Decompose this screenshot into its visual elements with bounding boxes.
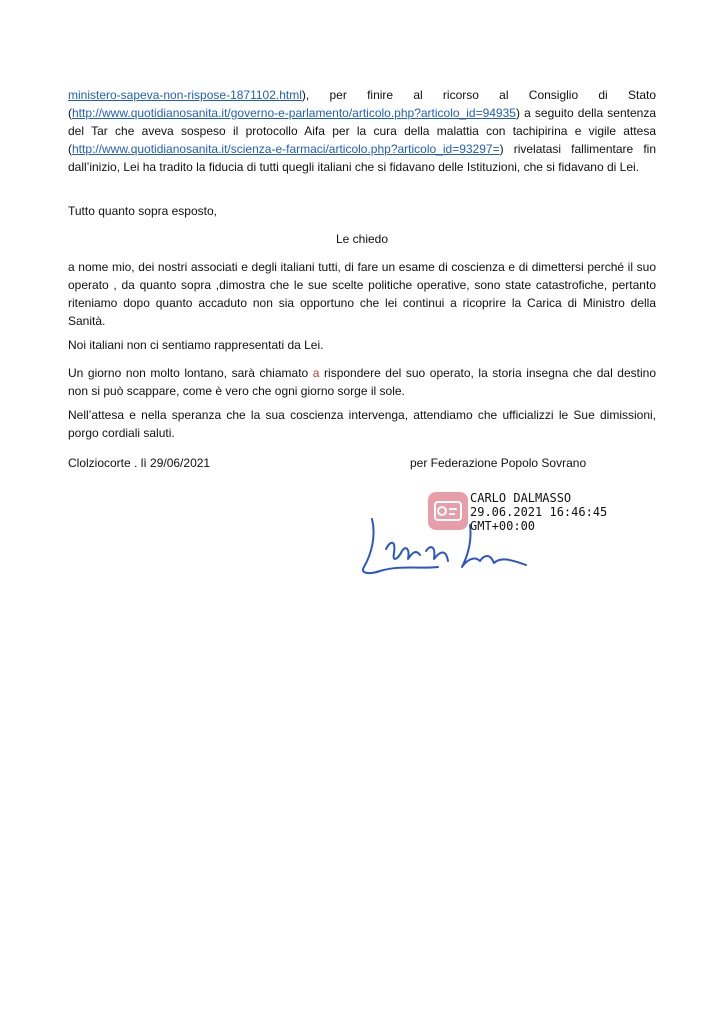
paragraph-le-chiedo: Le chiedo [335, 232, 389, 246]
signature-date: 29.06.2021 16:46:45 [470, 505, 608, 519]
certificate-icon [428, 492, 468, 530]
text-segment: ), per finire al ricorso al Consiglio di Stato ( [68, 88, 656, 120]
text-segment: Un giorno non molto lontano, sarà chiamato [68, 366, 313, 380]
link-governo-parlamento[interactable]: http://www.quotidianosanita.it/governo-e-parlamento/articolo.php?articolo_id=94935 [72, 106, 516, 120]
paragraph-rappresentati: Noi italiani non ci sentiamo rappresentati da Lei. [68, 338, 324, 352]
paragraph-destino [68, 364, 656, 400]
text-segment: rispondere del suo operato, la storia insegna che dal destino non si può scappare, come è vero che ogni giorno sorge il sole. [68, 366, 657, 398]
place-date: Clolziocorte . lì 29/06/2021 [68, 456, 211, 470]
text-segment: ) rivelatasi fallimentare fin dall’inizio, Lei ha tradito la fiducia di tutti quegli italiani che si fidavano delle Istituzioni, che si fidavano di Lei. [68, 142, 656, 174]
paragraph-esposto: Tutto quanto sopra esposto, [68, 204, 217, 218]
link-ministero[interactable]: ministero-sapeva-non-rispose-1871102.html [68, 88, 302, 102]
paragraph-saluti: Nell’attesa e nella speranza che la sua coscienza intervenga, attendiamo che ufficializzi le Sue dimissioni, porgo cordiali saluti. [68, 408, 656, 440]
text-segment: ) a seguito della sentenza del Tar che aveva sospeso il protocollo Aifa per la cura della malattia con tachipirina e vigile attesa ( [68, 106, 656, 156]
signature-timezone: GMT+00:00 [470, 519, 536, 533]
sender-line: per Federazione Popolo Sovrano [410, 456, 587, 470]
text-segment-red: a [312, 366, 320, 380]
link-scienza-farmaci[interactable]: http://www.quotidianosanita.it/scienza-e-farmaci/articolo.php?articolo_id=93297= [72, 142, 500, 156]
paragraph-request: a nome mio, dei nostri associati e degli italiani tutti, di fare un esame di coscienza e di dimettersi perché il suo operato , da quanto sopra ,dimostra che le sue scelte politiche operative, sono state catastrofiche, pertanto riteniamo dopo quanto accaduto non sia opportuno che lei continui a ricoprire la Carica di Ministro della Sanità. [68, 260, 656, 328]
paragraph-sources [68, 86, 656, 176]
signer-name: CARLO DALMASSO [470, 491, 572, 505]
digital-signature-text [470, 491, 607, 533]
